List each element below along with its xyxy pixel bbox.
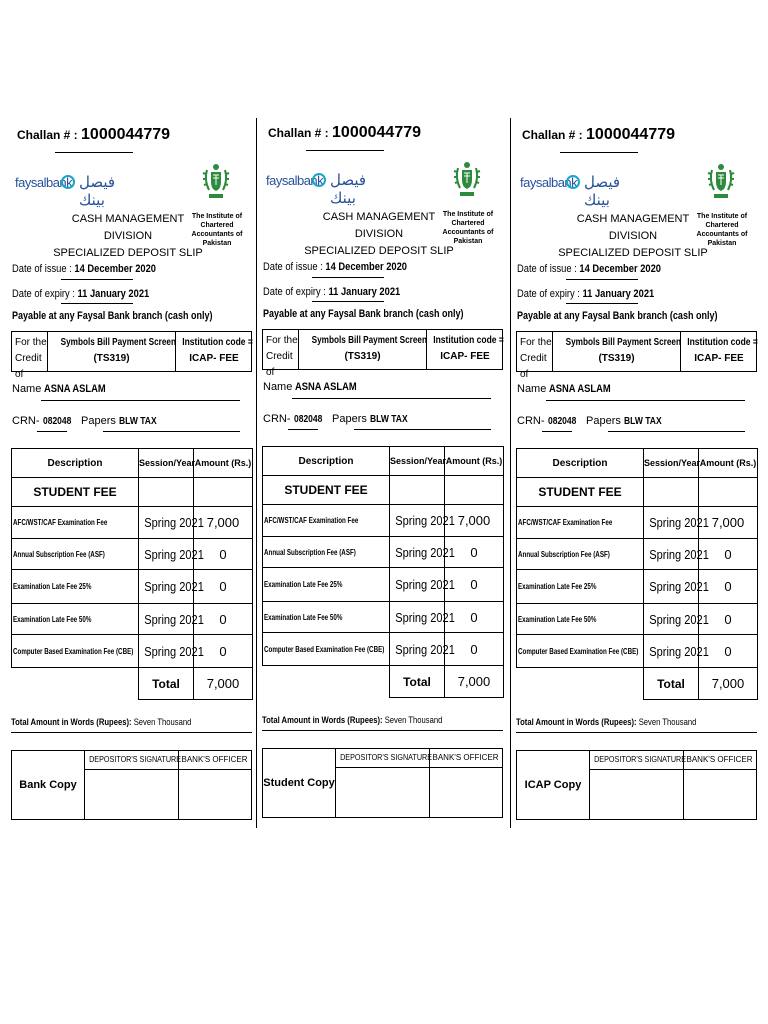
total-row	[12, 668, 253, 700]
column-description: Description	[12, 449, 139, 478]
fee-description: Examination Late Fee 25%	[263, 568, 390, 602]
total-value: 7,000	[194, 668, 253, 700]
icap-crest-icon	[706, 162, 736, 200]
fee-session: Spring 2021	[390, 568, 445, 602]
fee-amount: 0	[699, 635, 758, 668]
papers-underline	[103, 431, 240, 432]
bank-emblem-icon	[566, 175, 580, 189]
crn-value: 082048	[293, 414, 322, 425]
copy-label: ICAP Copy	[517, 751, 590, 819]
fee-description: Annual Subscription Fee (ASF)	[263, 537, 390, 568]
issue-date-underline	[566, 279, 638, 280]
fee-amount: 0	[194, 635, 253, 668]
crn-papers-row	[12, 415, 163, 427]
issue-date-row	[12, 263, 181, 275]
fee-session: Spring 2021	[139, 507, 194, 539]
issue-date-row	[517, 263, 686, 275]
deposit-slip-student-copy	[262, 116, 506, 821]
slip-separator-1	[256, 118, 257, 828]
signature-box	[262, 748, 503, 818]
name-value: ASNA ASLAM	[44, 383, 107, 395]
column-session: Session/Year	[644, 449, 699, 478]
fee-description: AFC/WST/CAF Examination Fee	[263, 505, 390, 537]
fee-session: Spring 2021	[139, 635, 194, 668]
expiry-date-underline	[566, 303, 638, 304]
crn-label: CRN-	[263, 413, 291, 425]
fee-description: Computer Based Examination Fee (CBE)	[263, 633, 390, 666]
fee-row	[12, 604, 253, 635]
expiry-date-label: Date of expiry :	[263, 286, 326, 298]
crn-label: CRN-	[517, 415, 545, 427]
payable-note: Payable at any Faysal Bank branch (cash only)	[263, 308, 464, 320]
total-label: Total	[644, 668, 699, 700]
fee-row	[263, 602, 504, 633]
amount-words-value: Seven Thousand	[638, 717, 697, 727]
expiry-date-row	[263, 286, 424, 298]
amount-in-words	[11, 717, 223, 727]
name-value: ASNA ASLAM	[295, 381, 358, 393]
institution-code: Institution code = ICAP- FEE	[433, 335, 504, 362]
expiry-date-value: 11 January 2021	[77, 288, 150, 300]
total-label: Total	[390, 666, 445, 698]
credit-label: For the Credit of	[12, 332, 48, 371]
fee-session: Spring 2021	[644, 539, 699, 570]
issue-date-underline	[61, 279, 133, 280]
depositor-signature-field[interactable]: DEPOSITOR'S SIGNATURE	[335, 749, 430, 768]
column-amount: Amount (Rs.)	[699, 449, 758, 478]
fee-session: Spring 2021	[390, 633, 445, 666]
fee-session: Spring 2021	[644, 635, 699, 668]
amount-words-value: Seven Thousand	[384, 715, 443, 725]
papers-value: BLW TAX	[118, 416, 157, 427]
crn-value: 082048	[547, 416, 576, 427]
payment-screen: Symbols Bill Payment Screen (TS319)	[48, 332, 176, 371]
fee-amount: 0	[445, 537, 504, 568]
institute-name: The Institute of Chartered Accountants of Pakistan	[191, 213, 243, 247]
credit-label: For the Credit of	[263, 330, 299, 369]
crn-label: CRN-	[12, 415, 40, 427]
fee-amount: 0	[445, 633, 504, 666]
slip-separator-2	[510, 118, 511, 828]
section-student-fee: STUDENT FEE	[12, 478, 139, 507]
fee-table-header	[517, 449, 758, 478]
signature-box	[516, 750, 757, 820]
papers-label: Papers	[332, 413, 367, 425]
name-row	[517, 383, 622, 395]
fee-amount: 7,000	[699, 507, 758, 539]
papers-label: Papers	[81, 415, 116, 427]
credit-box	[262, 329, 504, 378]
fee-row	[12, 570, 253, 604]
fee-description: Examination Late Fee 50%	[12, 604, 139, 635]
challan-underline	[306, 150, 384, 151]
name-label: Name	[517, 383, 547, 395]
crn-underline	[288, 429, 318, 430]
fee-amount: 7,000	[445, 505, 504, 537]
fee-amount: 0	[194, 604, 253, 635]
deposit-slip-icap-copy	[516, 118, 760, 823]
fee-row	[517, 604, 758, 635]
fee-session: Spring 2021	[644, 570, 699, 604]
fee-section-row	[517, 478, 758, 507]
fee-description: AFC/WST/CAF Examination Fee	[517, 507, 644, 539]
institution-code: Institution code = ICAP- FEE	[687, 337, 758, 364]
signature-divider	[178, 769, 179, 819]
deposit-slip-bank-copy	[11, 118, 255, 823]
division-line-2: SPECIALIZED DEPOSIT SLIP	[558, 247, 708, 259]
fee-section-row	[263, 476, 504, 505]
column-session: Session/Year	[390, 447, 445, 476]
fee-description: Computer Based Examination Fee (CBE)	[12, 635, 139, 668]
depositor-signature-field[interactable]: DEPOSITOR'S SIGNATURE	[84, 751, 179, 770]
fee-row	[263, 537, 504, 568]
fee-session: Spring 2021	[644, 604, 699, 635]
papers-label: Papers	[586, 415, 621, 427]
total-row	[263, 666, 504, 698]
amount-words-underline	[11, 732, 252, 733]
papers-value: BLW TAX	[623, 416, 662, 427]
challan-value: 1000044779	[586, 126, 676, 143]
fee-description: Examination Late Fee 25%	[12, 570, 139, 604]
copy-label: Student Copy	[263, 749, 336, 817]
fee-table	[516, 448, 758, 700]
amount-words-label: Total Amount in Words (Rupees):	[262, 715, 383, 725]
bank-name-urdu: فيصل بينك	[79, 173, 116, 209]
section-student-fee: STUDENT FEE	[517, 478, 644, 507]
fee-description: Computer Based Examination Fee (CBE)	[517, 635, 644, 668]
expiry-date-value: 11 January 2021	[328, 286, 401, 298]
issue-date-row	[263, 261, 432, 273]
signature-divider	[683, 769, 684, 819]
fee-description: Annual Subscription Fee (ASF)	[12, 539, 139, 570]
division-line-1: CASH MANAGEMENT DIVISION	[71, 213, 185, 242]
fee-table-header	[263, 447, 504, 476]
issue-date-label: Date of issue :	[263, 261, 323, 273]
challan-number	[17, 126, 170, 144]
challan-underline	[55, 152, 133, 153]
name-value: ASNA ASLAM	[549, 383, 612, 395]
challan-number	[522, 126, 675, 144]
issue-date-value: 14 December 2020	[579, 263, 661, 275]
fee-amount: 0	[445, 568, 504, 602]
challan-label: Challan # :	[522, 128, 583, 142]
expiry-date-row	[12, 288, 173, 300]
credit-box	[516, 331, 758, 380]
amount-words-underline	[262, 730, 503, 731]
fee-description: Examination Late Fee 50%	[517, 604, 644, 635]
depositor-signature-field[interactable]: DEPOSITOR'S SIGNATURE	[589, 751, 684, 770]
crn-papers-row	[517, 415, 668, 427]
signature-box	[11, 750, 252, 820]
issue-date-label: Date of issue :	[517, 263, 577, 275]
fee-row	[12, 507, 253, 539]
bank-name: faysalbank	[520, 175, 578, 190]
expiry-date-label: Date of expiry :	[12, 288, 75, 300]
bank-officer-field[interactable]: BANK'S OFFICER	[683, 751, 756, 770]
name-row	[263, 381, 368, 393]
division-heading	[304, 209, 454, 260]
expiry-date-label: Date of expiry :	[517, 288, 580, 300]
challan-underline	[560, 152, 638, 153]
fee-description: Annual Subscription Fee (ASF)	[517, 539, 644, 570]
fee-amount: 0	[445, 602, 504, 633]
issue-date-label: Date of issue :	[12, 263, 72, 275]
fee-table	[262, 446, 504, 698]
column-description: Description	[263, 447, 390, 476]
papers-underline	[354, 429, 491, 430]
total-value: 7,000	[699, 668, 758, 700]
division-line-1: CASH MANAGEMENT DIVISION	[322, 211, 436, 240]
amount-words-underline	[516, 732, 757, 733]
division-line-2: SPECIALIZED DEPOSIT SLIP	[53, 247, 203, 259]
fee-table-header	[12, 449, 253, 478]
faysalbank-logo	[15, 173, 140, 209]
issue-date-value: 14 December 2020	[74, 263, 156, 275]
amount-words-value: Seven Thousand	[133, 717, 192, 727]
fee-row	[263, 505, 504, 537]
fee-amount: 0	[194, 539, 253, 570]
challan-label: Challan # :	[17, 128, 78, 142]
signature-divider	[429, 767, 430, 817]
division-heading	[53, 211, 203, 262]
fee-row	[517, 635, 758, 668]
name-row	[12, 383, 117, 395]
institution-code: Institution code = ICAP- FEE	[182, 337, 253, 364]
total-value: 7,000	[445, 666, 504, 698]
total-row	[517, 668, 758, 700]
challan-label: Challan # :	[268, 126, 329, 140]
payable-note: Payable at any Faysal Bank branch (cash only)	[517, 310, 718, 322]
fee-session: Spring 2021	[390, 602, 445, 633]
division-heading	[558, 211, 708, 262]
name-underline	[41, 400, 240, 401]
fee-session: Spring 2021	[139, 570, 194, 604]
total-label: Total	[139, 668, 194, 700]
fee-row	[263, 568, 504, 602]
fee-amount: 0	[699, 539, 758, 570]
fee-amount: 0	[194, 570, 253, 604]
papers-underline	[608, 431, 745, 432]
payment-screen: Symbols Bill Payment Screen (TS319)	[299, 330, 427, 369]
expiry-date-value: 11 January 2021	[582, 288, 655, 300]
fee-session: Spring 2021	[139, 539, 194, 570]
crn-underline	[37, 431, 67, 432]
fee-row	[517, 507, 758, 539]
column-session: Session/Year	[139, 449, 194, 478]
bank-emblem-icon	[61, 175, 75, 189]
challan-number	[268, 124, 421, 142]
credit-box	[11, 331, 253, 380]
column-description: Description	[517, 449, 644, 478]
fee-session: Spring 2021	[644, 507, 699, 539]
column-amount: Amount (Rs.)	[445, 447, 504, 476]
faysalbank-logo	[520, 173, 645, 209]
institute-name: The Institute of Chartered Accountants of Pakistan	[696, 213, 748, 247]
section-student-fee: STUDENT FEE	[263, 476, 390, 505]
fee-table	[11, 448, 253, 700]
challan-value: 1000044779	[81, 126, 171, 143]
fee-session: Spring 2021	[390, 537, 445, 568]
fee-row	[12, 539, 253, 570]
payment-screen: Symbols Bill Payment Screen (TS319)	[553, 332, 681, 371]
fee-description: AFC/WST/CAF Examination Fee	[12, 507, 139, 539]
division-line-2: SPECIALIZED DEPOSIT SLIP	[304, 245, 454, 257]
name-underline	[292, 398, 491, 399]
fee-row	[263, 633, 504, 666]
expiry-date-underline	[312, 301, 384, 302]
fee-session: Spring 2021	[139, 604, 194, 635]
fee-row	[517, 570, 758, 604]
institute-name: The Institute of Chartered Accountants of Pakistan	[442, 211, 494, 245]
icap-crest-icon	[452, 160, 482, 198]
name-label: Name	[263, 381, 293, 393]
fee-row	[12, 635, 253, 668]
papers-value: BLW TAX	[369, 414, 408, 425]
bank-name: faysalbank	[15, 175, 73, 190]
copy-label: Bank Copy	[12, 751, 85, 819]
challan-value: 1000044779	[332, 124, 422, 141]
crn-underline	[542, 431, 572, 432]
icap-crest-icon	[201, 162, 231, 200]
bank-officer-field[interactable]: BANK'S OFFICER	[429, 749, 502, 768]
faysalbank-logo	[266, 171, 391, 207]
name-underline	[546, 400, 745, 401]
fee-amount: 7,000	[194, 507, 253, 539]
issue-date-underline	[312, 277, 384, 278]
fee-description: Examination Late Fee 50%	[263, 602, 390, 633]
fee-amount: 0	[699, 570, 758, 604]
fee-section-row	[12, 478, 253, 507]
bank-name: faysalbank	[266, 173, 324, 188]
division-line-1: CASH MANAGEMENT DIVISION	[576, 213, 690, 242]
fee-session: Spring 2021	[390, 505, 445, 537]
bank-emblem-icon	[312, 173, 326, 187]
crn-papers-row	[263, 413, 414, 425]
credit-label: For the Credit of	[517, 332, 553, 371]
bank-name-urdu: فيصل بينك	[584, 173, 621, 209]
column-amount: Amount (Rs.)	[194, 449, 253, 478]
bank-name-urdu: فيصل بينك	[330, 171, 367, 207]
name-label: Name	[12, 383, 42, 395]
crn-value: 082048	[42, 416, 71, 427]
fee-row	[517, 539, 758, 570]
fee-description: Examination Late Fee 25%	[517, 570, 644, 604]
expiry-date-underline	[61, 303, 133, 304]
issue-date-value: 14 December 2020	[325, 261, 407, 273]
payable-note: Payable at any Faysal Bank branch (cash only)	[12, 310, 213, 322]
amount-in-words	[516, 717, 728, 727]
amount-in-words	[262, 715, 474, 725]
amount-words-label: Total Amount in Words (Rupees):	[11, 717, 132, 727]
bank-officer-field[interactable]: BANK'S OFFICER	[178, 751, 251, 770]
expiry-date-row	[517, 288, 678, 300]
fee-amount: 0	[699, 604, 758, 635]
amount-words-label: Total Amount in Words (Rupees):	[516, 717, 637, 727]
